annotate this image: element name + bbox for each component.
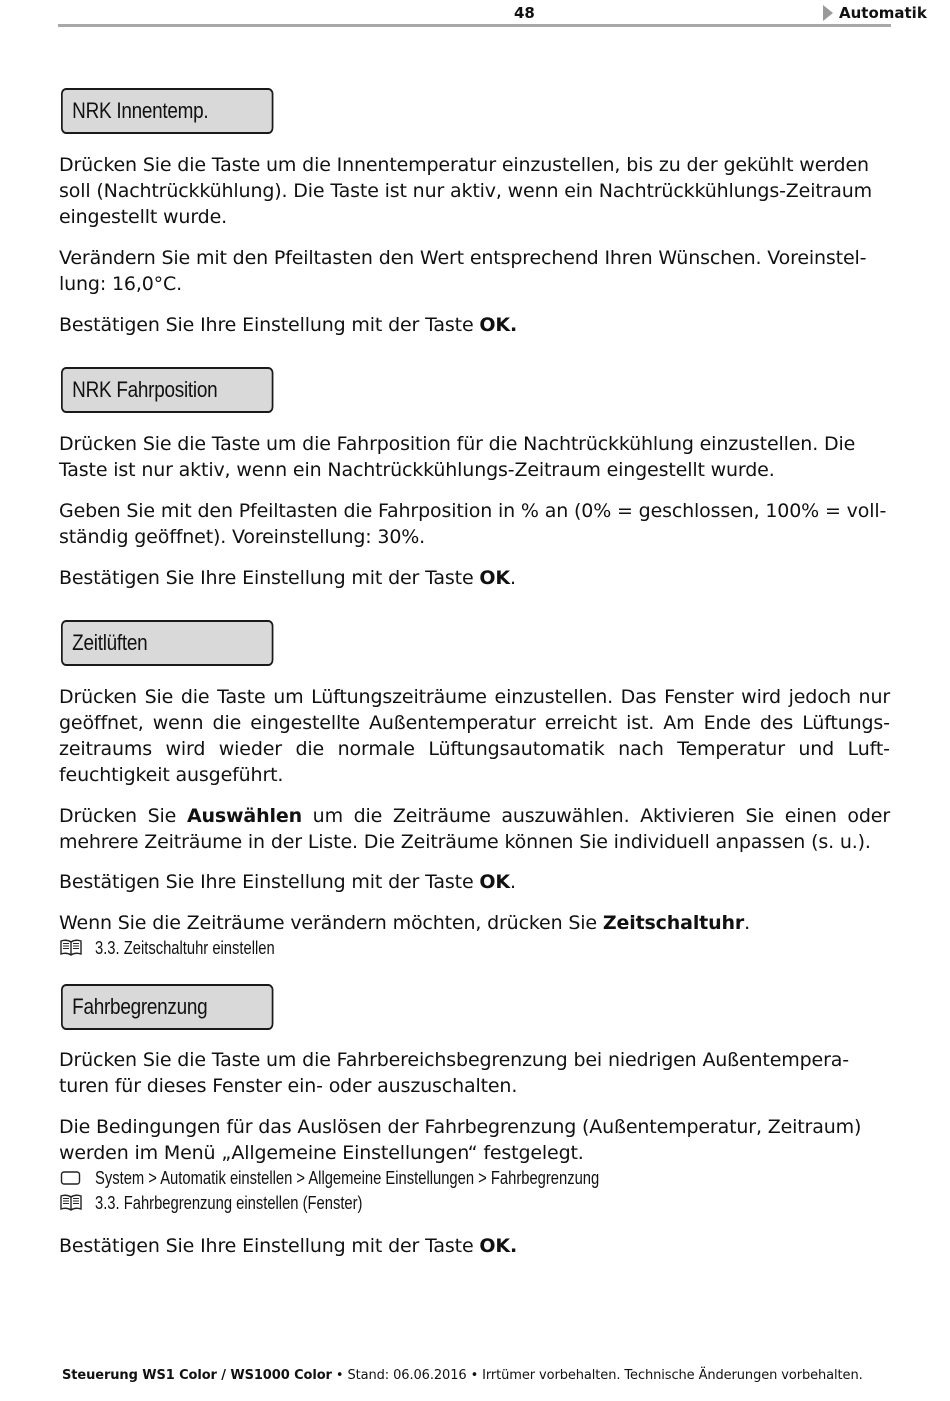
auswaehlen-key-label: Auswählen xyxy=(186,805,302,827)
zeitlueften-button: Zeitlüften xyxy=(61,620,273,666)
fahrbegrenzung-button: Fahrbegrenzung xyxy=(61,984,273,1030)
paragraph: Drücken Sie die Taste um die Fahrposition für die Nachtrückkühlung einzustellen. Die Taste ist nur aktiv, wenn ein Nachtrückkühlungs-Zeitraum eingestellt wurde. xyxy=(59,433,856,481)
confirm-paragraph: Bestätigen Sie Ihre Einstellung mit der Taste OK. xyxy=(59,567,516,589)
menu-box-icon xyxy=(59,1169,83,1187)
zeitschaltuhr-key-label: Zeitschaltuhr xyxy=(602,912,745,934)
footer-notice: • Irrtümer vorbehalten. Technische Änderungen vorbehalten. xyxy=(466,1368,863,1383)
ok-key-label: OK. xyxy=(479,314,518,336)
book-reference: 3.3. Fahrbegrenzung einstellen (Fenster) xyxy=(59,1191,421,1215)
paragraph: Wenn Sie die Zeiträume verändern möchten, drücken Sie Zeitschaltuhr. xyxy=(59,912,750,934)
nrk-innentemp-button: NRK Innentemp. xyxy=(61,88,273,134)
book-reference: 3.3. Zeitschaltuhr einstellen xyxy=(59,936,314,960)
book-icon xyxy=(59,1194,83,1212)
footer-stand: Stand: 06.06.2016 xyxy=(347,1368,467,1383)
paragraph: Die Bedingungen für das Auslösen der Fahrbegrenzung (Außentemperatur, Zeitraum) werden im Menü „Allgemeine Einstellungen“ festgelegt. xyxy=(59,1116,862,1164)
page-number: 48 xyxy=(514,4,535,22)
book-icon xyxy=(59,939,83,957)
paragraph: Drücken Sie die Taste um Lüftungszeiträume einzustellen. Das Fenster wird jedoch nur geöffnet, wenn die eingestellte Außentemperatur erreicht ist. Am Ende des Lüftungszeitraums wird wieder die normale Lüftungsautomatik nach Temperatur und Luftfeuchtigkeit ausgeführt. xyxy=(59,686,890,786)
chapter-title: Automatik xyxy=(839,4,927,22)
paragraph: Drücken Sie die Taste um die Innentemperatur einzustellen, bis zu der gekühlt werden soll (Nachtrückkühlung). Die Taste ist nur aktiv, wenn ein Nachtrückkühlungs-Zeitraum eingestellt wurde. xyxy=(59,154,873,228)
ok-key-label: OK xyxy=(479,871,510,893)
chapter-arrow-icon xyxy=(823,5,833,21)
page-footer: Steuerung WS1 Color / WS1000 Color • Stand: 06.06.2016 • Irrtümer vorbehalten. Technische Änderungen vorbehalten. xyxy=(62,1368,863,1383)
nrk-fahrposition-button: NRK Fahrposition xyxy=(61,367,273,413)
menu-path-reference: System > Automatik einstellen > Allgemeine Einstellungen > Fahrbegrenzung xyxy=(59,1166,710,1190)
ok-key-label: OK xyxy=(479,567,510,589)
ok-key-label: OK. xyxy=(479,1235,518,1257)
footer-product: Steuerung WS1 Color / WS1000 Color xyxy=(62,1368,332,1383)
header-rule xyxy=(58,24,891,27)
confirm-paragraph: Bestätigen Sie Ihre Einstellung mit der Taste OK. xyxy=(59,871,516,893)
paragraph: Drücken Sie Auswählen um die Zeiträume auszuwählen. Aktivieren Sie einen oder mehrere Zeiträume in der Liste. Die Zeiträume können Sie individuell anpassen (s. u.). xyxy=(59,805,891,853)
confirm-paragraph: Bestätigen Sie Ihre Einstellung mit der Taste OK. xyxy=(59,314,518,336)
paragraph: Drücken Sie die Taste um die Fahrbereichsbegrenzung bei niedrigen Außentemperaturen für dieses Fenster ein- oder auszuschalten. xyxy=(59,1049,850,1097)
paragraph: Verändern Sie mit den Pfeiltasten den Wert entsprechend Ihren Wünschen. Voreinstellung: 16,0°C. xyxy=(59,247,867,295)
page-header xyxy=(58,0,927,28)
confirm-paragraph: Bestätigen Sie Ihre Einstellung mit der Taste OK. xyxy=(59,1235,518,1257)
paragraph: Geben Sie mit den Pfeiltasten die Fahrposition in % an (0% = geschlossen, 100% = vollständig geöffnet). Voreinstellung: 30%. xyxy=(59,500,887,548)
